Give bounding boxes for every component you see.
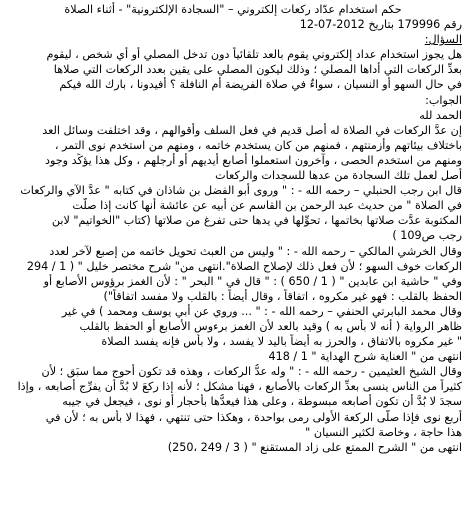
text-line: قال ابن رجب الحنبلي – رحمه الله - : " وروى أبو الفضل بن شاذان في كتابه " عدَّ الآي والركعات (20, 184, 462, 198)
text-line: وقال الخرشي المالكي – رحمه الله - : " وليس من العبث تحويل خاتمه من إصبع لآخر لعدد (49, 244, 462, 258)
text-line: ظاهر الرواية ( أنه لا بأس به ) وقيد بالعد لأن الغمز برءوس الأصابع أو الحفظ بالقلب (79, 319, 462, 333)
document-title: حكم استخدام عدّاد ركعات إلكتروني – "السجادة الإلكترونية" - أثناء الصلاة (64, 3, 402, 16)
text-line: أصل لعمل تلك السجادة من عدها للسجدات والركعات (215, 169, 462, 183)
text-line: ومنهم من استخدم الحصى ، وآخرون استعملوا أصابع أيديهم أو أرجلهم ، وكل هذا يؤكِّد وجود (44, 153, 462, 167)
question-heading: السؤال: (424, 33, 462, 47)
answer-heading: الجواب: (425, 93, 462, 107)
text-line: سجدَ لا بُدَّ أن تكون أصابعه مبسوطة ، وعلى هذا فيعدُّها بأحجار أو نوى ، فيجعل في جيبه (62, 395, 462, 409)
text-line: الحمد لله (419, 108, 462, 122)
fatwa-date-label: بتاريخ (368, 18, 394, 32)
fatwa-number-label: رقم (443, 18, 462, 32)
text-line: باختلاف بيئاتهم وأزمنتهم ، فمنهم من كان يستخدم خاتمه ، ومنهم من استخدم نوى التمر ، (54, 138, 462, 152)
text-line: انتهى من " الشرح الممتع على زاد المستقنع " ( 3 / 249 ،250) (167, 440, 462, 454)
text-line: الركعات خوف السهو ؛ لأن فعل ذلك لإصلاح الصلاة".انتهى من" شرح مختصر خليل " ( 1 / 294 (26, 259, 462, 273)
text-line: المكتوبة عدَّت صلاتها بخاتمها ، تحوِّلها في يدها حتى تفرغ من صلاتها (كتاب "الخواتيم" لابن (51, 214, 462, 228)
text-line: بعدِّ الركعات التي أداها المصلي ؛ وذلك ليكون المصلي على يقين بعدد الركعات التي صلاها (53, 63, 462, 77)
text-line: الحفظ بالقلب : فهو غير مكروه ، اتفاقاً ، وقال أيضاً : بالقلب ولا مفسد اتفاقاً") (103, 289, 462, 303)
text-line: وقال الشيخ العثيمين - رحمه الله - : " وله عدُّ الركعات ، وهذه قد تكون أحوج مما سبَق ؛ لأن (41, 365, 462, 379)
text-line: رجب ص109 ) (392, 229, 462, 243)
body-text (4, 47, 462, 455)
text-line: انتهى من " العناية شرح الهداية " 1 / 418 (268, 350, 462, 364)
text-line: هذا حاجة ، وخاصة لكثير النسيان " (305, 425, 462, 439)
text-line: كثيراً من الناس ينسى بعدِّ الركعات بالأصابع ، فهنا مشكل ؛ لأنه إذا ركعَ لا بُدَّ أن يفرِّج أصابعه ، وإذا (17, 380, 462, 394)
text-line: إن عدَّ الركعات في الصلاة له أصل قديم في فعل السلف وأقوالهم ، وقد اختلفت وسائل العد (42, 123, 462, 137)
fatwa-meta (4, 17, 462, 32)
text-line: وقال محمد البابرتي الحنفي – رحمه الله - : " ... وروي عن أبي يوسف ومحمد ) في غير (61, 304, 462, 318)
fatwa-number: 179996 (397, 18, 441, 32)
fatwa-date: 12-07-2012 (299, 18, 365, 32)
text-line: هل يجوز استخدام عداد إلكتروني يقوم بالعد تلقائياً دون تدخل المصلي أو أي شخص ، ليقوم (46, 48, 462, 62)
text-line: وفي " حاشية ابن عابدين " ( 1 / 650 ) : " قال في " البحر " : لأن الغمز برؤوس الأصابع أو (43, 274, 462, 288)
text-line: " غير مكروه بالاتفاق ، والحرز به أيضاً باليد لا يفسد ، ولا بأس فإنه يفسد الصلاة (101, 335, 462, 349)
text-line: في الصلاة " من حديث عبد الرحمن بن القاسم عن أبيه عن عائشة أنها كانت إذا صلَّت (72, 199, 462, 213)
text-line: أربع نوى فإذا صلَّى الركعة الأولى رمى بواحدة ، وهكذا حتى تنتهي ، فهذا لا بأس به ؛ لأن في (45, 410, 462, 424)
text-line: في حال السهو أو النسيان ، سواءٌ في صلاة الفريضة أم النافلة ؟ أفيدونا ، بارك الله فيكم (59, 78, 462, 92)
